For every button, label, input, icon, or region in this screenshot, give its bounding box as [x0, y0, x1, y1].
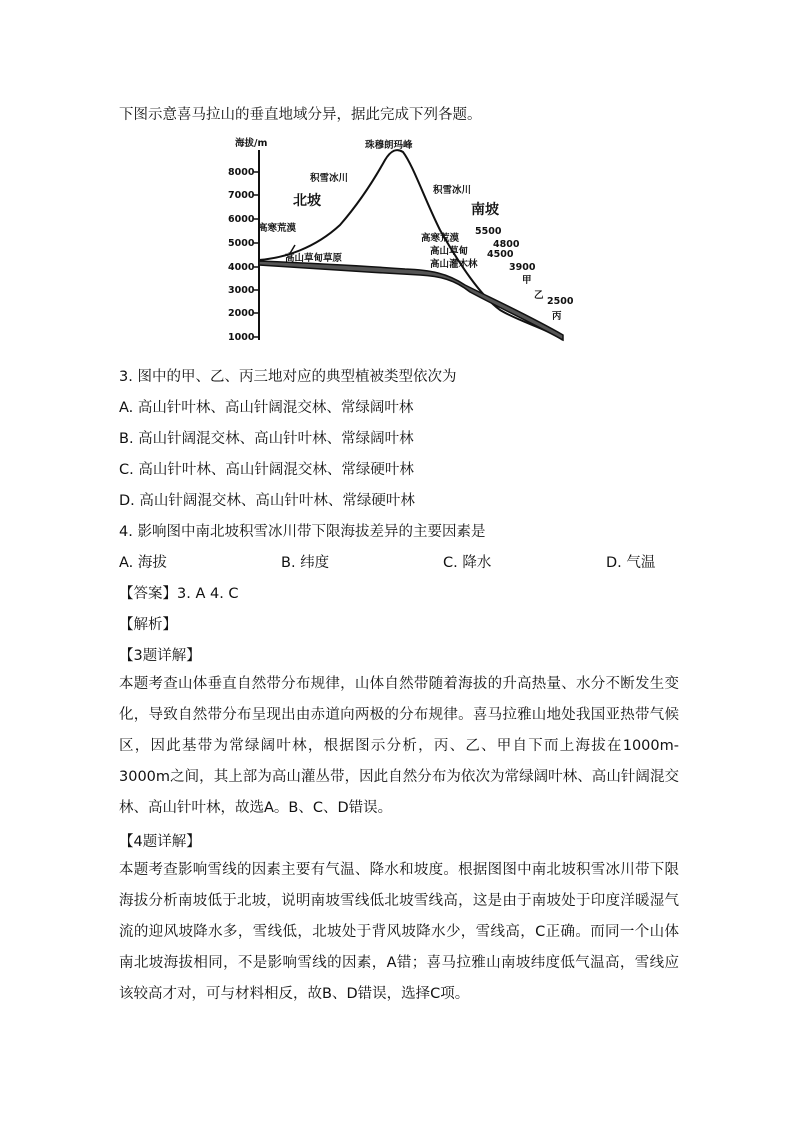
q4-detail-title: 【4题详解】 — [119, 834, 201, 850]
south-shrub-label: 高山灌木林 — [430, 259, 478, 270]
north-slope-label: 北坡 — [293, 193, 321, 209]
q4-option-c: C. 降水 — [443, 555, 492, 571]
q3-option-c: C. 高山针叶林、高山针阔混交林、常绿硬叶林 — [119, 462, 414, 478]
q3-option-d: D. 高山针阔混交林、高山针叶林、常绿硬叶林 — [119, 493, 415, 509]
q4-detail-text: 本题考查影响雪线的因素主要有气温、降水和坡度。根据图图中南北坡积雪冰川带下限海拔分析南坡低于北坡，说明南坡雪线低北坡雪线高，这是由于南坡处于印度洋暖湿气流的迎风坡降水多，雪线低，北坡处于背风坡降水少，雪线高，C正确。而同一个山体南北坡海拔相同，不是影响雪线的因素，A错；喜马拉雅山南坡纬度低气温高，雪线应该较高才对，可与材料相反，故B、D错误，选择C项。 — [119, 862, 679, 1002]
tick-label-3000: 3000 — [228, 285, 255, 296]
mark-bing: 丙 — [552, 311, 562, 322]
q3-option-b: B. 高山针阔混交林、高山针叶林、常绿阔叶林 — [119, 431, 414, 447]
mark-yi: 乙 — [534, 290, 544, 301]
tick-label-5000: 5000 — [228, 238, 255, 249]
q4-option-a: A. 海拔 — [119, 555, 167, 571]
himalaya-profile-figure — [225, 130, 585, 350]
south-desert-label: 高寒荒漠 — [421, 233, 460, 244]
south-slope-label: 南坡 — [471, 202, 499, 218]
analysis-title: 【解析】 — [119, 617, 177, 633]
q4-option-d: D. 气温 — [606, 555, 656, 571]
north-snow-label: 积雪冰川 — [310, 173, 349, 184]
elev-2500: 2500 — [547, 296, 574, 307]
q3-detail-title: 【3题详解】 — [119, 648, 201, 664]
tick-label-6000: 6000 — [228, 214, 255, 225]
south-meadow-label: 高山草甸 — [430, 246, 469, 257]
elev-4800: 4800 — [493, 239, 520, 250]
elev-4500: 4500 — [487, 249, 514, 260]
tick-label-2000: 2000 — [228, 308, 255, 319]
mark-jia: 甲 — [522, 275, 532, 286]
elev-3900: 3900 — [509, 262, 536, 273]
north-meadow-label: 高山草甸草原 — [285, 253, 343, 264]
elev-5500: 5500 — [475, 226, 502, 237]
q4-stem: 4. 影响图中南北坡积雪冰川带下限海拔差异的主要因素是 — [119, 524, 486, 540]
tick-label-8000: 8000 — [228, 167, 255, 178]
tick-label-4000: 4000 — [228, 262, 255, 273]
north-desert-label: 高寒荒漠 — [258, 223, 297, 234]
intro-text: 下图示意喜马拉山的垂直地域分异，据此完成下列各题。 — [119, 107, 482, 123]
tick-label-7000: 7000 — [228, 190, 255, 201]
peak-label: 珠穆朗玛峰 — [365, 140, 413, 151]
south-snow-label: 积雪冰川 — [433, 185, 472, 196]
q4-option-b: B. 纬度 — [281, 555, 330, 571]
answer-line: 【答案】3. A 4. C — [119, 586, 239, 602]
q3-detail-text: 本题考查山体垂直自然带分布规律，山体自然带随着海拔的升高热量、水分不断发生变化，导致自然带分布呈现出由赤道向两极的分布规律。喜马拉雅山地处我国亚热带气候区，因此基带为常绿阔叶林，根据图示分析，丙、乙、甲自下而上海拔在1000m-3000m之间，其上部为高山灌丛带，因此自然分布为依次为常绿阔叶林、高山针阔混交林、高山针叶林，故选A。B、C、D错误。 — [119, 676, 679, 816]
y-axis-label: 海拔/m — [235, 138, 268, 149]
q3-option-a: A. 高山针叶林、高山针阔混交林、常绿阔叶林 — [119, 400, 414, 416]
tick-label-1000: 1000 — [228, 332, 255, 343]
q3-stem: 3. 图中的甲、乙、丙三地对应的典型植被类型依次为 — [119, 369, 457, 385]
